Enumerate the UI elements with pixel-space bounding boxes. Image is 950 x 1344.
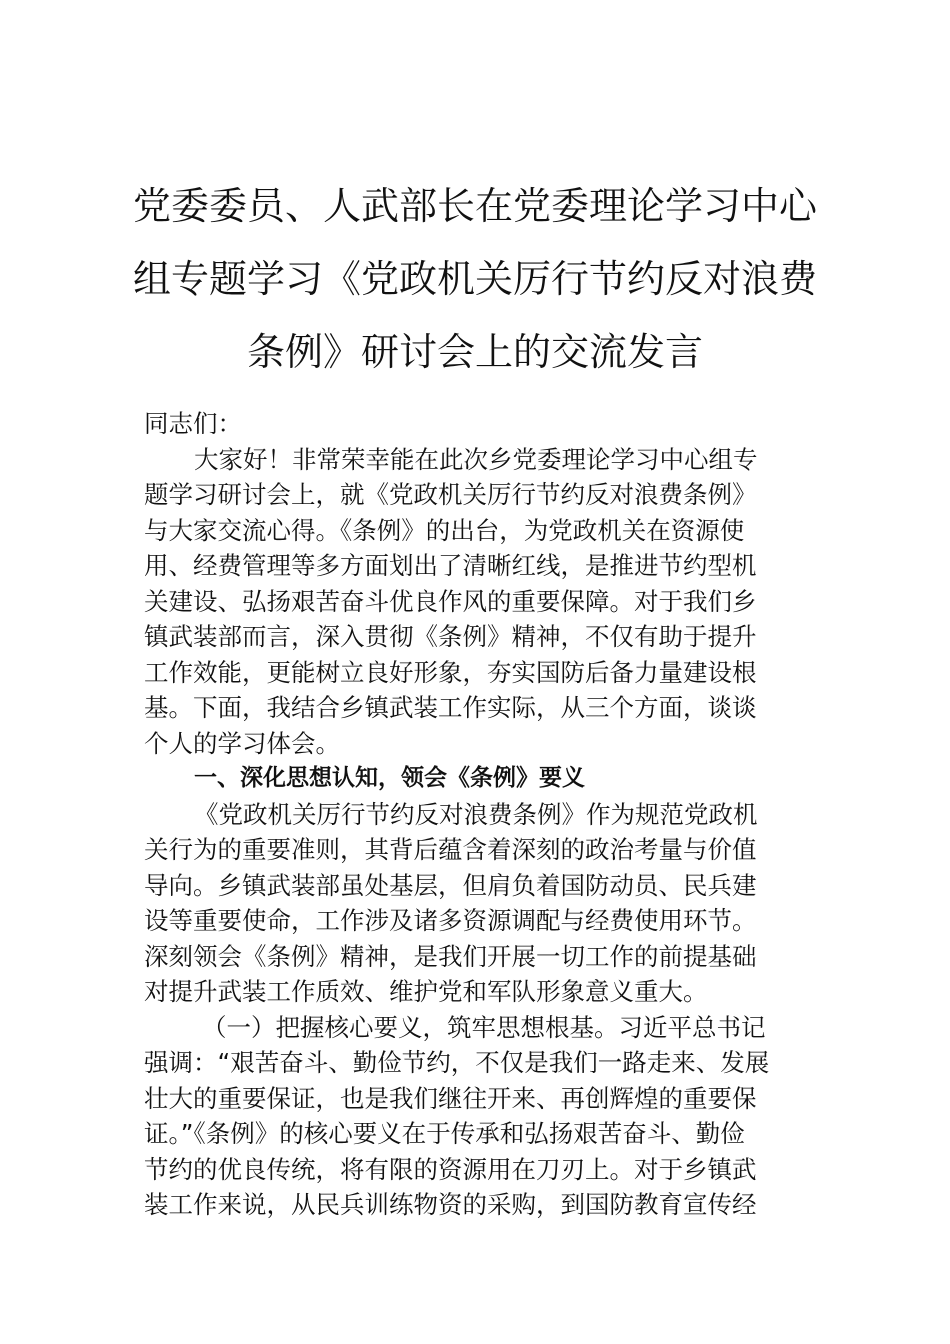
paragraph-line: 镇武装部而言，深入贯彻《条例》精神，不仅有助于提升: [144, 622, 757, 651]
title-line-3: 条例》研讨会上的交流发言: [246, 330, 703, 374]
paragraph-line: 《党政机关厉行节约反对浪费条例》作为规范党政机: [194, 799, 758, 829]
title-line-1: 党委委员、人武部长在党委理论学习中心: [132, 184, 817, 228]
subsection-line: （一）把握核心要义，筑牢思想根基。习近平总书记: [202, 1012, 766, 1042]
paragraph-line: 关行为的重要准则，其背后蕴含着深刻的政治考量与价值: [144, 835, 757, 864]
paragraph-line: 个人的学习体会。: [144, 728, 340, 758]
section-heading: 一、深化思想认知，领会《条例》要义: [194, 765, 585, 791]
paragraph-line: 壮大的重要保证，也是我们继往开来、再创辉煌的重要保: [144, 1083, 757, 1113]
paragraph-line: 关建设、弘扬艰苦奋斗优良作风的重要保障。对于我们乡: [144, 586, 757, 616]
paragraph-line: 大家好！非常荣幸能在此次乡党委理论学习中心组专: [194, 444, 758, 474]
document-title: [120, 170, 830, 389]
paragraph-line: 对提升武装工作质效、维护党和军队形象意义重大。: [144, 977, 708, 1006]
paragraph-line: 导向。乡镇武装部虽处基层，但肩负着国防动员、民兵建: [144, 870, 757, 900]
paragraph-line: 装工作来说，从民兵训练物资的采购，到国防教育宣传经: [144, 1190, 757, 1219]
paragraph-line: 节约的优良传统，将有限的资源用在刀刃上。对于乡镇武: [144, 1154, 757, 1184]
paragraph-line: 与大家交流心得。《条例》的出台，为党政机关在资源使: [144, 515, 745, 545]
paragraph-line: 强调：“艰苦奋斗、勤俭节约，不仅是我们一路走来、发展: [144, 1048, 770, 1077]
title-line-2: 组专题学习《党政机关厉行节约反对浪费: [132, 257, 817, 301]
paragraph-line: 基。下面，我结合乡镇武装工作实际，从三个方面，谈谈: [144, 693, 757, 722]
paragraph-line: 深刻领会《条例》精神，是我们开展一切工作的前提基础: [144, 941, 757, 971]
paragraph-line: 设等重要使命，工作涉及诸多资源调配与经费使用环节。: [144, 906, 757, 935]
paragraph-line: 工作效能，更能树立良好形象，夯实国防后备力量建设根: [144, 657, 757, 687]
salutation: 同志们：: [144, 409, 242, 438]
paragraph-line: 用、经费管理等多方面划出了清晰红线，是推进节约型机: [144, 551, 757, 580]
document-body: [144, 406, 808, 1223]
paragraph-line: 题学习研讨会上，就《党政机关厉行节约反对浪费条例》: [144, 480, 757, 509]
paragraph-line: 证。”《条例》的核心要义在于传承和弘扬艰苦奋斗、勤俭: [144, 1119, 745, 1148]
